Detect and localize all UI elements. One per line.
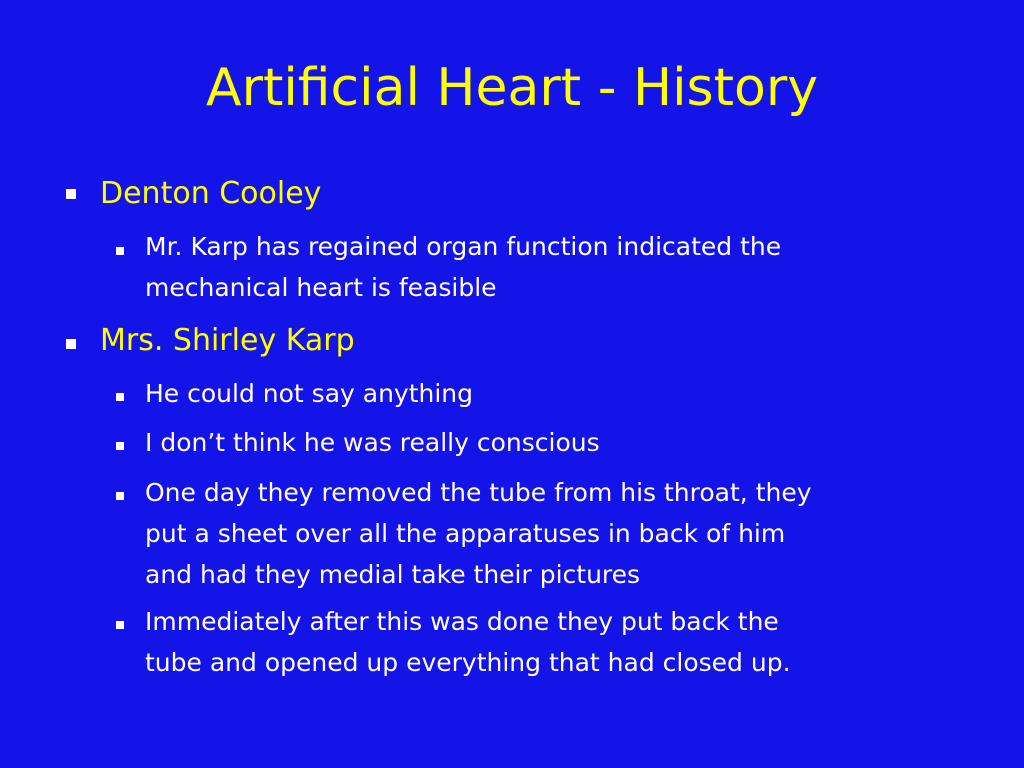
sub-bullet-item [145,422,975,463]
bullet-square-icon [66,339,76,349]
sub-bullet-item [145,472,975,595]
sub-bullet-line: I don’t think he was really conscious [145,428,600,457]
sub-bullet-item [145,601,975,683]
sub-bullet-line: He could not say anything [145,379,474,408]
sub-bullet-item [145,373,975,414]
sub-bullet-line: put a sheet over all the apparatuses in back of him [145,519,786,548]
bullet-square-icon [66,189,76,199]
sub-bullet-line: tube and opened up everything that had closed up. [145,648,791,677]
sub-bullet-square-icon [116,393,124,401]
sub-bullet-line: Mr. Karp has regained organ function indicated the [145,232,782,261]
sub-bullet-square-icon [116,621,124,629]
slide-title: Artificial Heart - History [206,58,818,118]
sub-bullet-line: mechanical heart is feasible [145,273,497,302]
bullet-item-denton-cooley: Denton Cooley [100,176,322,211]
sub-bullet-line: Immediately after this was done they put back the [145,607,779,636]
sub-bullet-square-icon [116,492,124,500]
sub-bullet-square-icon [116,442,124,450]
sub-bullet-line: One day they removed the tube from his throat, they [145,478,812,507]
sub-bullet-line: and had they medial take their pictures [145,560,641,589]
sub-bullet-item [145,226,975,308]
sub-bullet-square-icon [116,247,124,255]
bullet-item-shirley-karp: Mrs. Shirley Karp [100,323,355,358]
